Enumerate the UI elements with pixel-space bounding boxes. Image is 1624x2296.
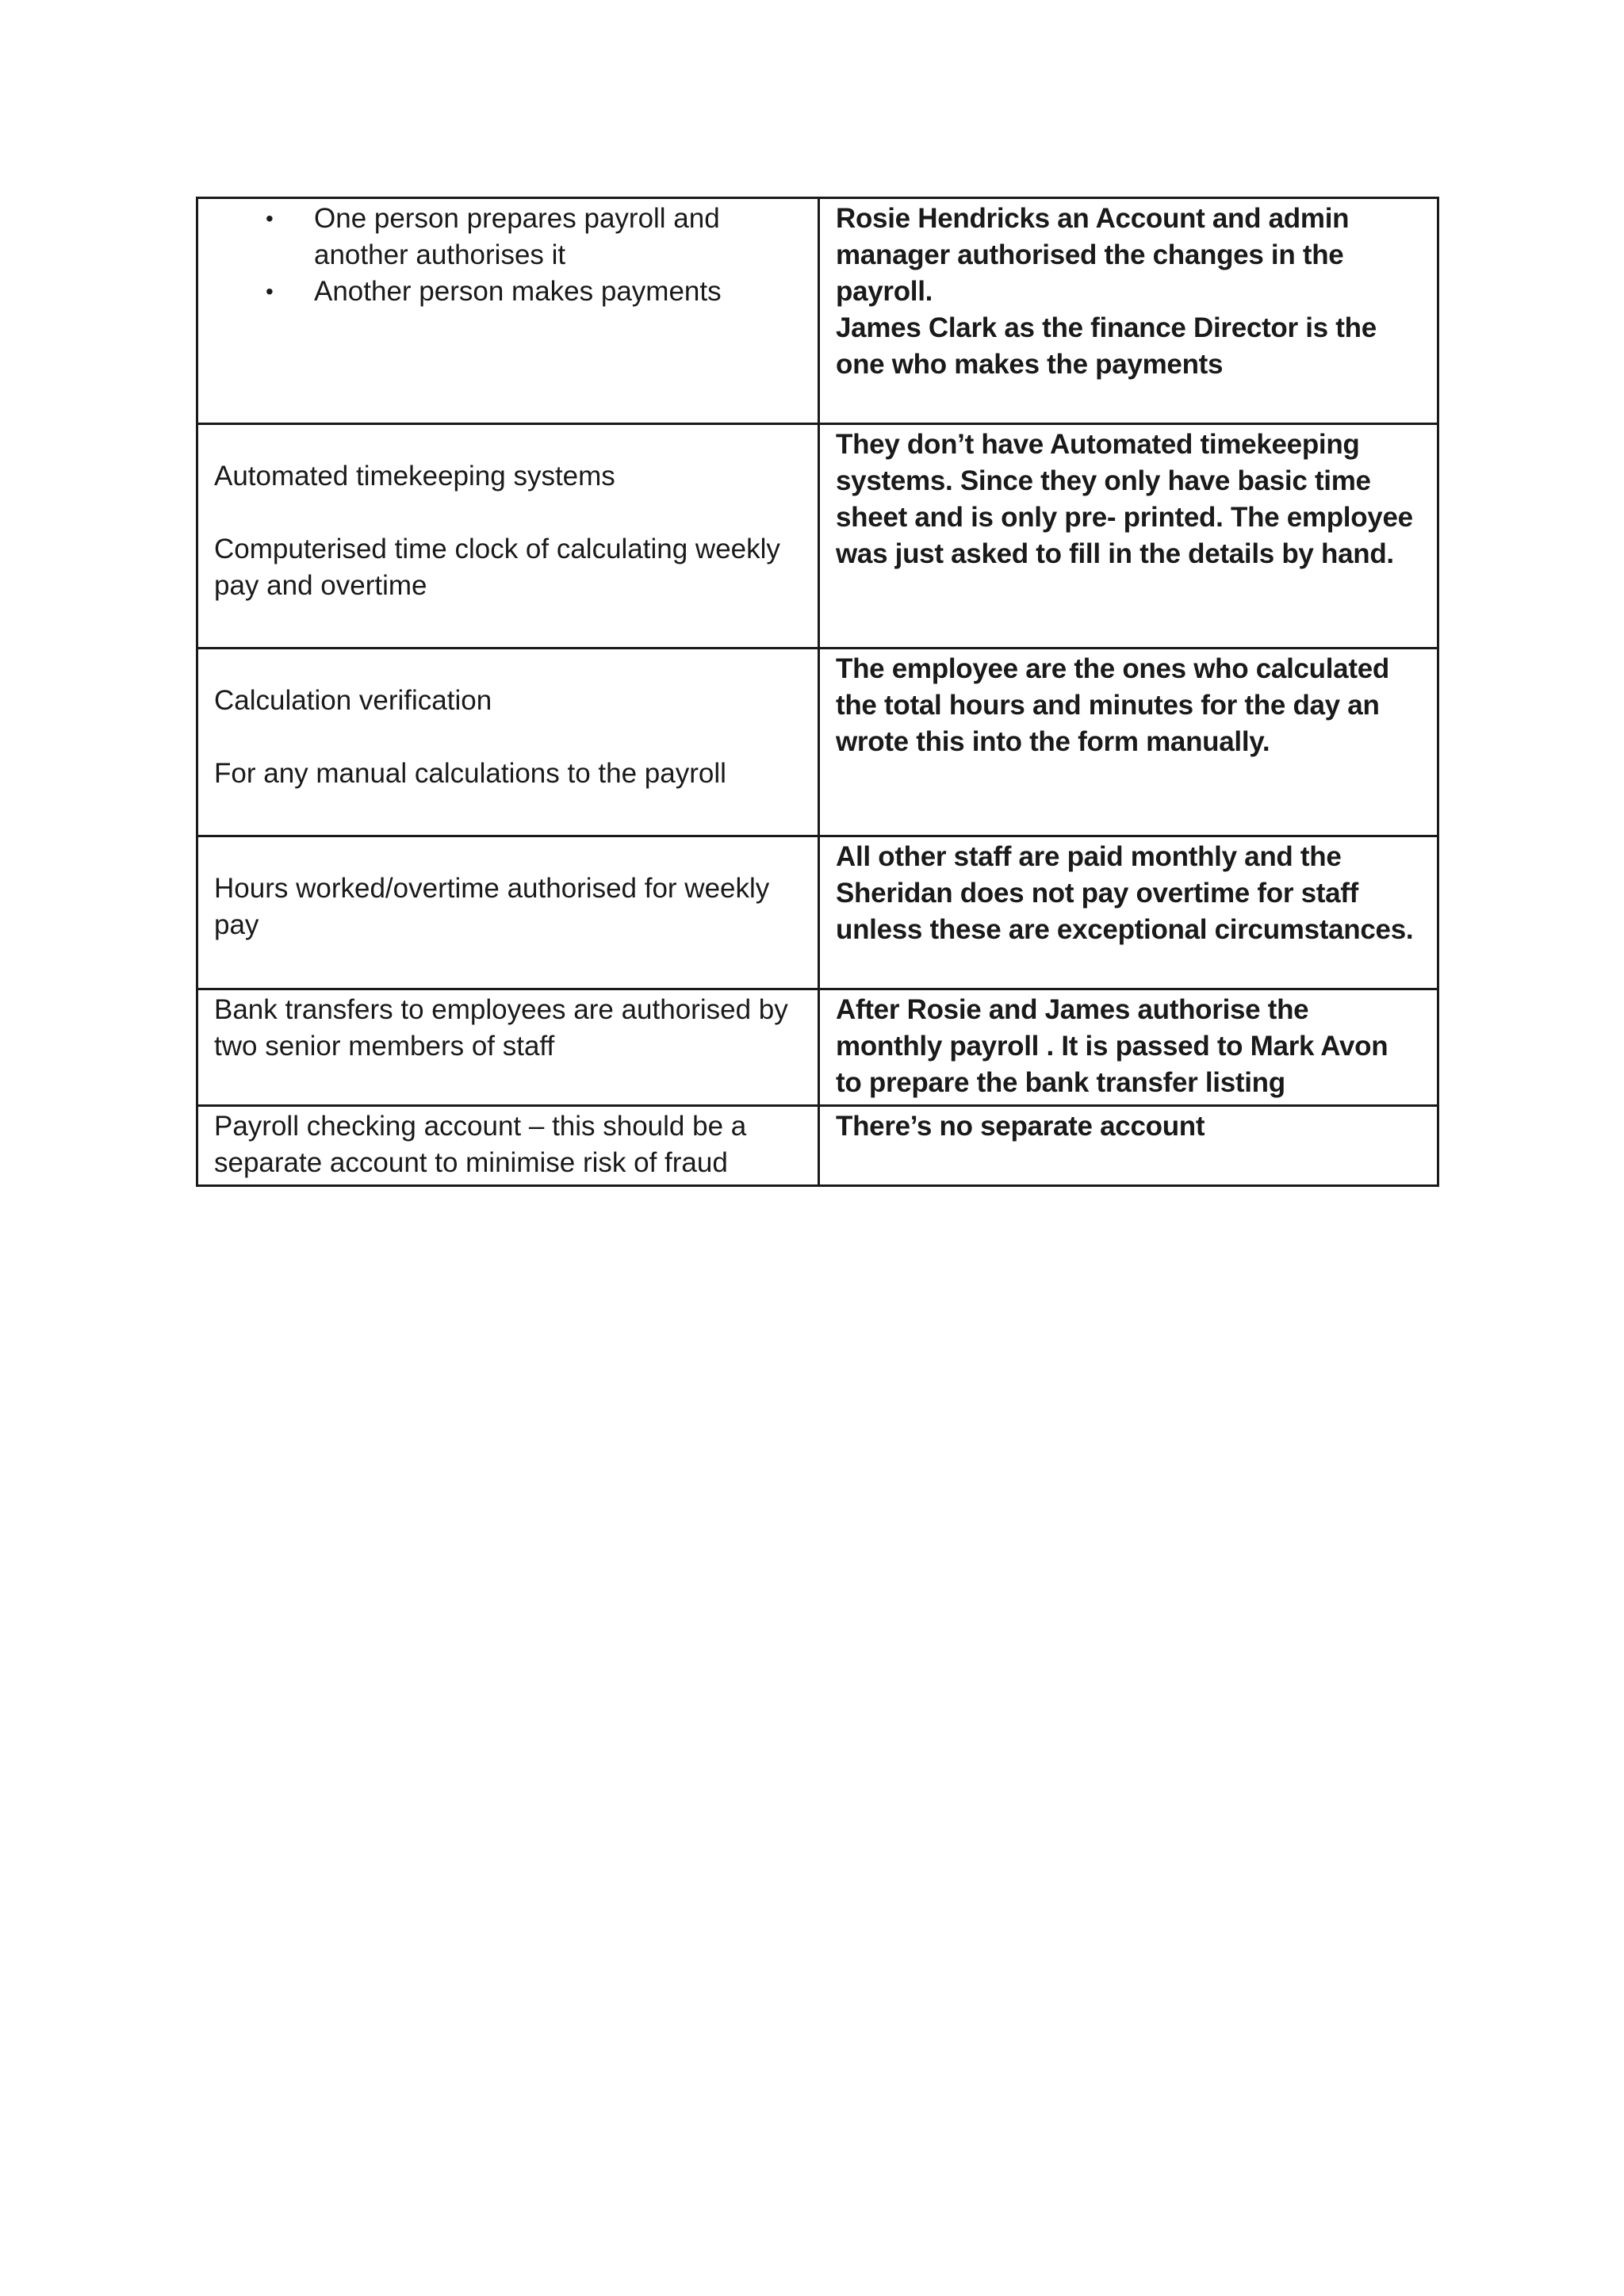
bullet-text: One person prepares payroll and another authorises it: [314, 203, 720, 270]
table-row: [197, 989, 1438, 1106]
control-cell: [197, 989, 819, 1106]
finding-text: After Rosie and James authorise the monthly payroll . It is passed to Mark Avon to prepare the bank transfer listing: [836, 994, 1388, 1098]
finding-text: There’s no separate account: [836, 1111, 1205, 1142]
control-heading: Payroll checking account – this should be a separate account to minimise risk of fraud: [214, 1111, 747, 1178]
bullet-icon: •: [266, 279, 274, 304]
finding-text: The employee are the ones who calculated the total hours and minutes for the day an wrote this into the form manually.: [836, 653, 1389, 757]
control-heading: Automated timekeeping systems: [214, 461, 615, 492]
control-cell: [197, 198, 819, 424]
table-row: [197, 424, 1438, 649]
control-cell: [197, 649, 819, 836]
bullet-text: Another person makes payments: [314, 276, 722, 307]
finding-cell: [819, 989, 1438, 1106]
finding-text: They don’t have Automated timekeeping systems. Since they only have basic time sheet and is only pre- printed. The employee was just asked to fill in the details by hand.: [836, 429, 1413, 569]
table-row: [197, 1106, 1438, 1186]
control-description: For any manual calculations to the payroll: [214, 758, 726, 789]
list-item: [214, 274, 802, 310]
finding-cell: [819, 424, 1438, 649]
control-cell: [197, 1106, 819, 1186]
table-row: [197, 649, 1438, 836]
finding-cell: [819, 649, 1438, 836]
finding-text: James Clark as the finance Director is the one who makes the payments: [836, 312, 1377, 380]
control-cell: [197, 424, 819, 649]
list-item: [214, 201, 802, 274]
finding-cell: [819, 1106, 1438, 1186]
control-cell: [197, 836, 819, 989]
table-row: [197, 198, 1438, 424]
payroll-controls-table: [196, 197, 1439, 1187]
bullet-list: [214, 201, 802, 310]
control-heading: Calculation verification: [214, 685, 492, 716]
control-description: Computerised time clock of calculating weekly pay and overtime: [214, 534, 780, 601]
finding-text: Rosie Hendricks an Account and admin manager authorised the changes in the payroll.: [836, 203, 1350, 307]
finding-cell: [819, 198, 1438, 424]
finding-text: All other staff are paid monthly and the Sheridan does not pay overtime for staff unless these are exceptional circumstances.: [836, 841, 1414, 945]
table-row: [197, 836, 1438, 989]
bullet-icon: •: [266, 206, 274, 231]
finding-cell: [819, 836, 1438, 989]
control-heading: Bank transfers to employees are authorised by two senior members of staff: [214, 994, 788, 1062]
control-heading: Hours worked/overtime authorised for weekly pay: [214, 873, 770, 940]
